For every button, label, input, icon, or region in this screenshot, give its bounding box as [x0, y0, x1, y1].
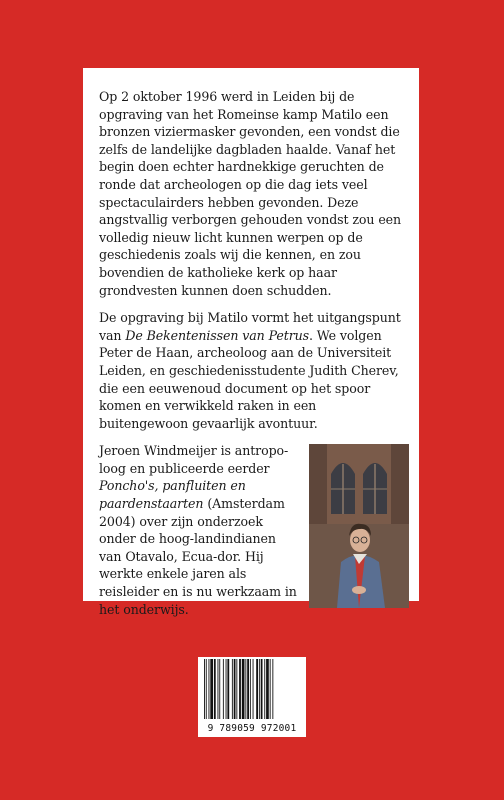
barcode-bar: [264, 659, 265, 719]
barcode-bar: [204, 659, 205, 719]
synopsis-paragraph-2: [99, 309, 403, 432]
barcode-bar: [226, 659, 227, 719]
barcode-bar: [218, 659, 219, 719]
barcode-bar: [232, 659, 233, 719]
barcode-bar: [236, 659, 237, 719]
barcode-bar: [272, 659, 273, 719]
author-photo: [309, 444, 409, 608]
author-bio: [99, 442, 299, 618]
barcode-bar: [209, 659, 210, 719]
barcode-bar: [266, 659, 269, 719]
barcode-bar: [250, 659, 251, 719]
text-panel: [83, 68, 419, 617]
author-photo-image: [309, 444, 409, 608]
barcode-bar: [214, 659, 216, 719]
synopsis-p2-lead: De opgraving bij Matilo vormt het uitgangspunt van: [99, 310, 401, 343]
barcode-bar: [219, 659, 220, 719]
barcode-bar: [253, 659, 254, 719]
isbn-number: 9 789059 972001: [207, 723, 297, 734]
barcode-bar: [206, 659, 207, 719]
barcode-bar: [210, 659, 213, 719]
barcode-bar: [259, 659, 260, 719]
barcode-bar: [270, 659, 271, 719]
barcode-bar: [261, 659, 263, 719]
author-bio-lead: Jeroen Windmeijer is antropo-loog en publiceerde eerder: [99, 443, 289, 476]
barcode-bar: [223, 659, 224, 719]
synopsis-paragraph-1: Op 2 oktober 1996 werd in Leiden bij de opgraving van het Romeinse kamp Matilo een bronzen viziermasker gevonden, een vondst die zelfs de landelijke dagbladen haalde. Vanaf het begin doen echter hardnekkige geruchten de ronde dat archeologen op die dag iets veel spectaculairders hebben gevonden. Deze angstvallig verborgen gehouden vondst zou een volledig nieuw licht kunnen werpen op de geschiedenis zoals wij die kennen, en zou bovendien de katholieke kerk op haar grondvesten kunnen doen schudden.: [99, 89, 402, 298]
barcode-bar: [239, 659, 241, 719]
synopsis-p2-rest: . We volgen Peter de Haan, archeoloog aan de Universiteit Leiden, en geschiedenisstudente Judith Cherev, die een eeuwenoud document op het spoor komen en verwikkeld raken in een buitengewoon gevaarlijk avontuur.: [99, 327, 399, 431]
barcode-bar: [234, 659, 236, 719]
barcode-bar: [227, 659, 229, 719]
barcode-bar: [245, 659, 246, 719]
author-section: [99, 442, 403, 618]
isbn-barcode: [198, 657, 306, 737]
previous-book-title: Poncho's, panfluiten en paardenstaarten: [99, 478, 246, 512]
barcode-bars: [202, 659, 302, 721]
author-bio-rest: (Amsterdam 2004) over zijn onderzoek onder de hoog-landindianen van Otavalo, Ecua-dor. Hij werkte enkele jaren als reisleider en is nu werkzaam in het onderwijs.: [99, 496, 297, 617]
book-title: De Bekentenissen van Petrus: [125, 327, 309, 343]
barcode-bar: [247, 659, 249, 719]
barcode-bar: [256, 659, 258, 719]
barcode-bar: [242, 659, 245, 719]
